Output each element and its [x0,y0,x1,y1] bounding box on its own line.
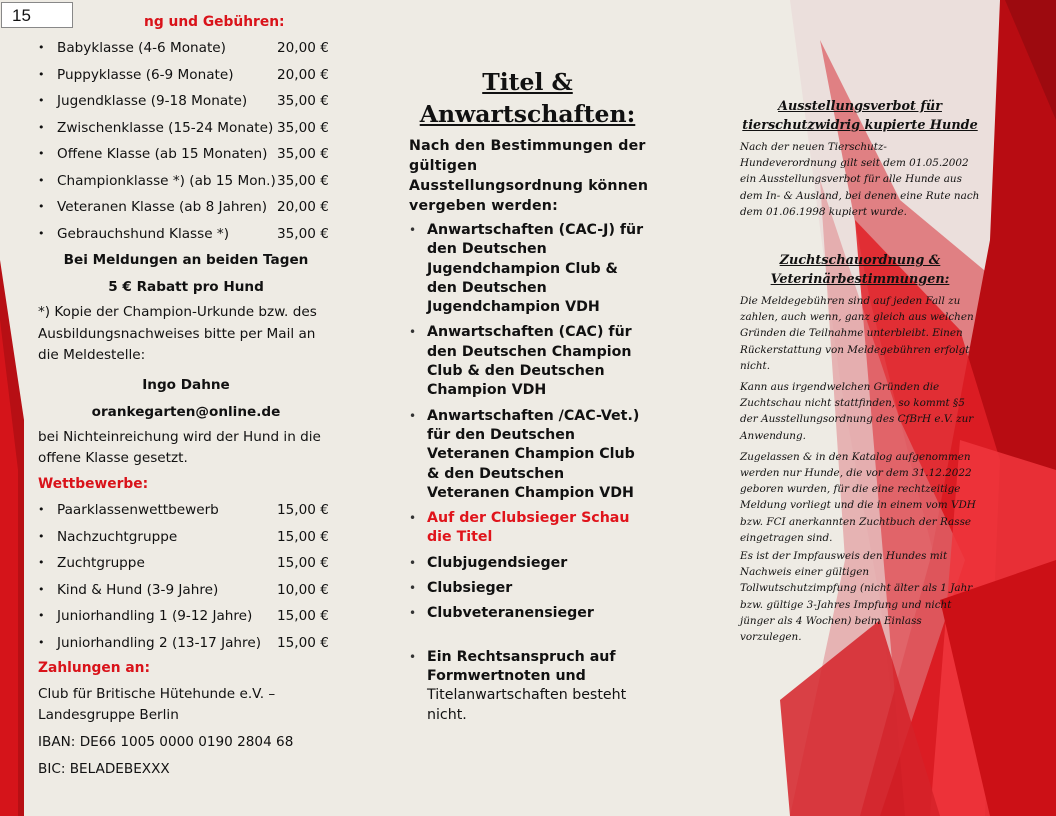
rules-paragraph: Kann aus irgendwelchen Gründen die Zuchtschau nicht stattfinden, so kommt §5 der Ausstellungsordnung des CfBrH e.V. zur Anwendung. [740,381,974,442]
title-line-1: Titel & [482,68,573,96]
competition-price: 15,00 € [277,502,329,518]
fee-label: Gebrauchshund Klasse *) [57,225,229,242]
rules-paragraph: Es ist der Impfausweis den Hundes mit Nachweis einer gültigen Tollwutschutzimpfung (nicht älter als 1 Jahr bzw. gültige 3-Jahres Impfung und nicht jünger als 4 Wochen) beim Einlass vorzulegen. [740,550,973,644]
list-item [38,141,334,168]
fee-label: Veteranen Klasse (ab 8 Jahren) [57,199,268,215]
list-item: • Anwartschaften (CAC) für den Deutschen Champion Club & den Deutschen Champion VDH [405,323,650,400]
competition-price: 15,00 € [277,528,329,545]
list-item [38,221,334,248]
competition-label: Kind & Hund (3-9 Jahre) [57,581,219,598]
fee-price: 20,00 € [277,40,329,56]
list-item [38,630,334,657]
competitions-heading: Wettbewerbe: [38,476,149,492]
list-item [38,577,334,604]
competition-label: Nachzuchtgruppe [57,528,178,545]
competition-price: 10,00 € [277,581,329,598]
non-submission-note: bei Nichteinreichung wird der Hund in die offene Klasse gesetzt. [38,428,321,466]
contact-name: Ingo Dahne [142,376,230,393]
fee-label: Jugendklasse (9-18 Monate) [57,93,248,109]
competition-label: Juniorhandling 2 (13-17 Jahre) [57,634,261,651]
list-item [38,168,334,195]
list-item [38,62,334,89]
fees-heading: ng und Gebühren: [144,14,285,30]
list-item: • Clubsieger [405,579,650,598]
list-item: • Clubjugendsieger [405,554,650,573]
fee-label: Championklasse *) (ab 15 Mon.) [57,172,276,189]
intro-text: Nach den Bestimmungen der gültigen Ausstellungsordnung können vergeben werden: [409,138,649,214]
rules-heading: Zuchtschauordnung & Veterinärbestimmungen: [770,253,950,288]
fee-list [38,35,334,247]
titles-list [405,221,650,725]
list-item [38,603,334,630]
right-column [740,97,980,645]
competition-label: Paarklassenwettbewerb [57,502,219,518]
list-item [38,550,334,577]
iban: IBAN: DE66 1005 0000 0190 2804 68 [38,734,294,750]
discount-line-2: 5 € Rabatt pro Hund [108,278,264,295]
champion-note: *) Kopie der Champion-Urkunde bzw. des Ausbildungsnachweises bitte per Mail an die Meldestelle: [38,304,317,363]
fee-price: 20,00 € [277,66,329,83]
middle-column [405,66,650,731]
list-item [38,194,334,221]
fee-price: 20,00 € [277,199,329,215]
payment-recipient: Club für Britische Hütehunde e.V. – Landesgruppe Berlin [38,686,276,723]
payment-heading: Zahlungen an: [38,660,151,676]
competition-list [38,497,334,656]
bic: BIC: BELADEBEXXX [38,761,170,777]
fee-label: Offene Klasse (ab 15 Monaten) [57,146,268,162]
fee-price: 35,00 € [277,146,329,162]
fee-price: 35,00 € [277,172,329,189]
rules-paragraph: Die Meldegebühren sind auf jeden Fall zu zahlen, auch wenn, ganz gleich aus welchen Gründen die Teilnahme unterbleibt. Einen Rückerstattung von Meldegebühren erfolgt nicht. [740,295,974,372]
list-item: • Anwartschaften /CAC-Vet.) für den Deutschen Veteranen Champion Club & den Deutschen Veteranen Champion VDH [405,407,650,503]
fee-label: Zwischenklasse (15-24 Monate) [57,119,274,136]
competition-price: 15,00 € [277,555,329,571]
fee-label: Puppyklasse (6-9 Monate) [57,66,234,83]
page-title [405,66,650,130]
claim-normal: Titelanwartschaften besteht nicht. [427,687,627,723]
list-item: • Anwartschaften (CAC-J) für den Deutschen Jugendchampion Club & den Deutschen Jugendchampion VDH [405,221,650,317]
list-item: • Clubveteranensieger [405,604,650,623]
discount-line-1: Bei Meldungen an beiden Tagen [63,252,309,268]
list-item [38,524,334,551]
fee-label: Babyklasse (4-6 Monate) [57,40,226,56]
title-line-2: Anwartschaften: [419,100,636,128]
list-item [38,35,334,62]
list-item [38,88,334,115]
competition-price: 15,00 € [277,608,329,624]
page-number: 15 [1,2,73,28]
fee-price: 35,00 € [277,119,329,136]
list-item [38,497,334,524]
fee-price: 35,00 € [277,225,329,242]
fee-price: 35,00 € [277,93,329,109]
list-item [405,648,650,725]
ban-text: Nach der neuen Tierschutz-Hundeverordnung gilt seit dem 01.05.2002 ein Ausstellungsverbot für alle Hunde aus dem In- & Ausland, bei denen eine Rute nach dem 01.06.1998 kupiert wurde. [740,141,980,218]
rules-paragraph: Zugelassen & in den Katalog aufgenommen werden nur Hunde, die vor dem 31.12.2022 geboren wurden, für die eine rechtzeitige Meldung vorliegt und die in einem vom VDH bzw. FCI anerkannten Zuchtbuch der Rasse eingetragen sind. [740,450,976,544]
contact-email: orankegarten@online.de [91,404,281,420]
claim-bold: Ein Rechtsanspruch auf Formwertnoten und [427,648,616,684]
list-item [38,115,334,142]
list-item-highlight: • Auf der Clubsieger Schau die Titel [405,509,650,548]
ban-heading: Ausstellungsverbot für tierschutzwidrig kupierte Hunde [742,99,978,133]
competition-label: Juniorhandling 1 (9-12 Jahre) [57,608,253,624]
competition-price: 15,00 € [277,634,329,651]
competition-label: Zuchtgruppe [57,555,145,571]
